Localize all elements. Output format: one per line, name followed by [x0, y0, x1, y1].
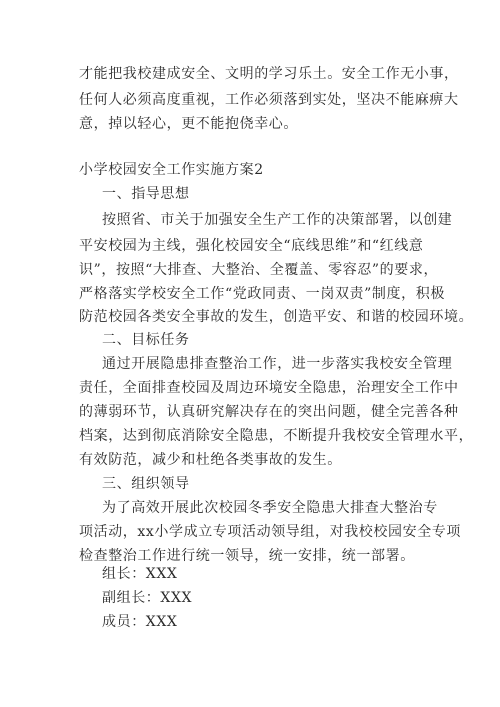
leadership-line-1: 为了高效开展此次校园冬季安全隐患大排查大整治专 — [102, 500, 438, 516]
heading-goals-tasks: 二、目标任务 — [102, 332, 190, 348]
leadership-line-2: 项活动，xx小学成立专项活动领导组，对我校校园安全专项 — [79, 524, 461, 540]
ideology-line-4: 严格落实学校安全工作“党政同责、一岗双责”制度，积极 — [79, 286, 445, 302]
heading-guiding-ideology: 一、指导思想 — [102, 186, 190, 202]
leadership-line-3: 检查整治工作进行统一领导，统一安排，统一部署。 — [79, 548, 415, 564]
goals-line-3: 的薄弱环节，认真研究解决存在的突出问题，健全完善各种 — [79, 404, 459, 420]
section-title: 小学校园安全工作实施方案2 — [79, 162, 264, 178]
goals-line-1: 通过开展隐患排查整治工作，进一步落实我校安全管理 — [102, 356, 453, 372]
ideology-line-2: 平安校园为主线，强化校园安全“底线思维”和“红线意 — [79, 238, 424, 254]
member-members: 成员：XXX — [102, 614, 178, 630]
ideology-line-5: 防范校园各类安全事故的发生，创造平安、和谐的校园环境。 — [79, 309, 474, 325]
goals-line-2: 责任，全面排查校园及周边环境安全隐患，治理安全工作中 — [79, 380, 459, 396]
member-deputy: 副组长：XXX — [102, 590, 193, 606]
intro-line-1: 才能把我校建成安全、文明的学习乐土。安全工作无小事， — [79, 66, 459, 82]
goals-line-4: 档案，达到彻底消除安全隐患，不断提升我校安全管理水平， — [79, 428, 474, 444]
intro-line-2: 任何人必须高度重视，工作必须落到实处，坚决不能麻痹大 — [79, 92, 459, 108]
member-leader: 组长：XXX — [102, 566, 178, 582]
goals-line-5: 有效防范，减少和杜绝各类事故的发生。 — [79, 452, 342, 468]
heading-organization-leadership: 三、组织领导 — [102, 476, 190, 492]
ideology-line-1: 按照省、市关于加强安全生产工作的决策部署，以创建 — [102, 212, 453, 228]
intro-line-3: 意，掉以轻心，更不能抱侥幸心。 — [79, 116, 298, 132]
ideology-line-3: 识”，按照“大排查、大整治、全覆盖、零容忍”的要求， — [79, 262, 439, 278]
